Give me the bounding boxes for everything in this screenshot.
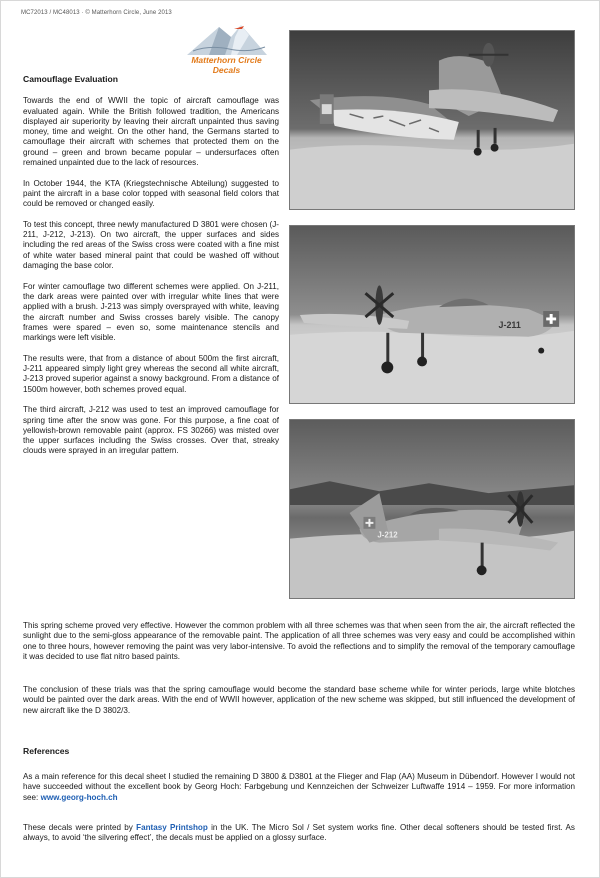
- header-meta: MC72013 / MC48013 · © Matterhorn Circle, June 2013: [21, 10, 172, 16]
- printer-post: in the UK. The Micro Sol / Set system works fine. Other decal softeners should be tested first. As always, to avoid ‘the silvering effect’, the decals must be applied on a glossy surface.: [23, 823, 575, 843]
- matterhorn-circle-logo: [179, 21, 274, 73]
- references-text: [23, 772, 575, 803]
- references-paragraph: As a main reference for this decal sheet I studied the remaining D 3800 & D3801 at the Flieger and Flap (AA) Museum in Dübendorf. However I would not have succeeded without the excellent book by Georg Hoch: Farbgebung und Kennzeichen der Schweizer Luftwaffe 1914 – 1959. For more information see:: [23, 772, 575, 802]
- article-paragraph: In October 1944, the KTA (Kriegstechnische Abteilung) suggested to paint the aircraft in a base color topped with seasonal field colors that could be removed or changed easily.: [23, 178, 279, 209]
- references-title: References: [23, 746, 70, 756]
- aircraft-photo-winter-scheme: [289, 30, 575, 210]
- printer-note: [23, 823, 575, 844]
- mountain-logo-icon: [179, 21, 274, 57]
- logo-text: Matterhorn Circle Decals: [191, 55, 262, 75]
- aircraft-marking: J-211: [498, 319, 521, 330]
- printer-pre: These decals were printed by: [23, 823, 133, 832]
- article-title: Camouflage Evaluation: [23, 74, 119, 84]
- article-paragraph: The conclusion of these trials was that the spring camouflage would become the standard base scheme while for winter periods, large white blotches would be painted over the dark areas. With the end of WWII however, application of the new scheme was skipped, but still influenced the development of new aircraft like the D 3802/3.: [23, 685, 575, 715]
- article-paragraph: To test this concept, three newly manufactured D 3801 were chosen (J-211, J-212, J-213). On two aircraft, the upper surfaces and sides including the red areas of the Swiss cross were coated with a fine mist of white water based mineral paint that could be washed off without damaging the base color.: [23, 219, 279, 271]
- article-paragraph: This spring scheme proved very effective. However the common problem with all three schemes was that when seen from the air, the aircraft reflected the sunlight due to the semi-gloss appearance of the removable paint. The application of all three schemes was very easy and could be accomplished within one to three hours, however removing the paint was very labor-intensive. To avoid the reflections and to simplify the removal of the temporary camouflage it was decided to use flat nitro based paints.: [23, 621, 575, 661]
- aircraft-photo-j211: [289, 225, 575, 404]
- article-paragraph: The results were, that from a distance of about 500m the first aircraft, J-211 appeared simply light grey whereas the second all white aircraft, J-213 proved superior against a snowy background. From a distance of 1500m however, both schemes proved equal.: [23, 353, 279, 394]
- aircraft-photo-j212: [289, 419, 575, 599]
- article-paragraph: The third aircraft, J-212 was used to test an improved camouflage for spring time after the snow was gone. For this purpose, a fine coat of yellowish-brown removable paint (approx. FS 30266) was misted over the upper surfaces including the Swiss crosses. Over that, streaky clouds were sprayed in an irregular pattern.: [23, 405, 279, 456]
- article-column: [23, 74, 279, 467]
- fantasy-printshop-link[interactable]: Fantasy Printshop: [136, 823, 208, 832]
- aircraft-marking: J-212: [377, 530, 398, 540]
- article-paragraph: For winter camouflage two different schemes were applied. On J-211, the dark areas were painted over with irregular white lines that were applied with a brush. J-213 was simply oversprayed with white, leaving the aircraft number and Swiss crosses barely visible. The canopy frames were spared – even so, some maintenance stencils and markings were left visible.: [23, 281, 279, 343]
- references-section: [23, 746, 575, 756]
- georg-hoch-link[interactable]: www.georg-hoch.ch: [40, 792, 118, 802]
- article-paragraph: Towards the end of WWII the topic of aircraft camouflage was evaluated again. While the British followed tradition, the Americans displayed air superiority by leaving their aircraft unpainted thus saving money, time and weight. On the other hand, the Germans started to camouflage their aircraft with schemes that protected them on the ground – green and brown became popular – undersurfaces often remained unpainted due to the lack of resources.: [23, 96, 279, 168]
- article-paragraph-full: [23, 685, 575, 716]
- article-paragraph-full: [23, 621, 575, 662]
